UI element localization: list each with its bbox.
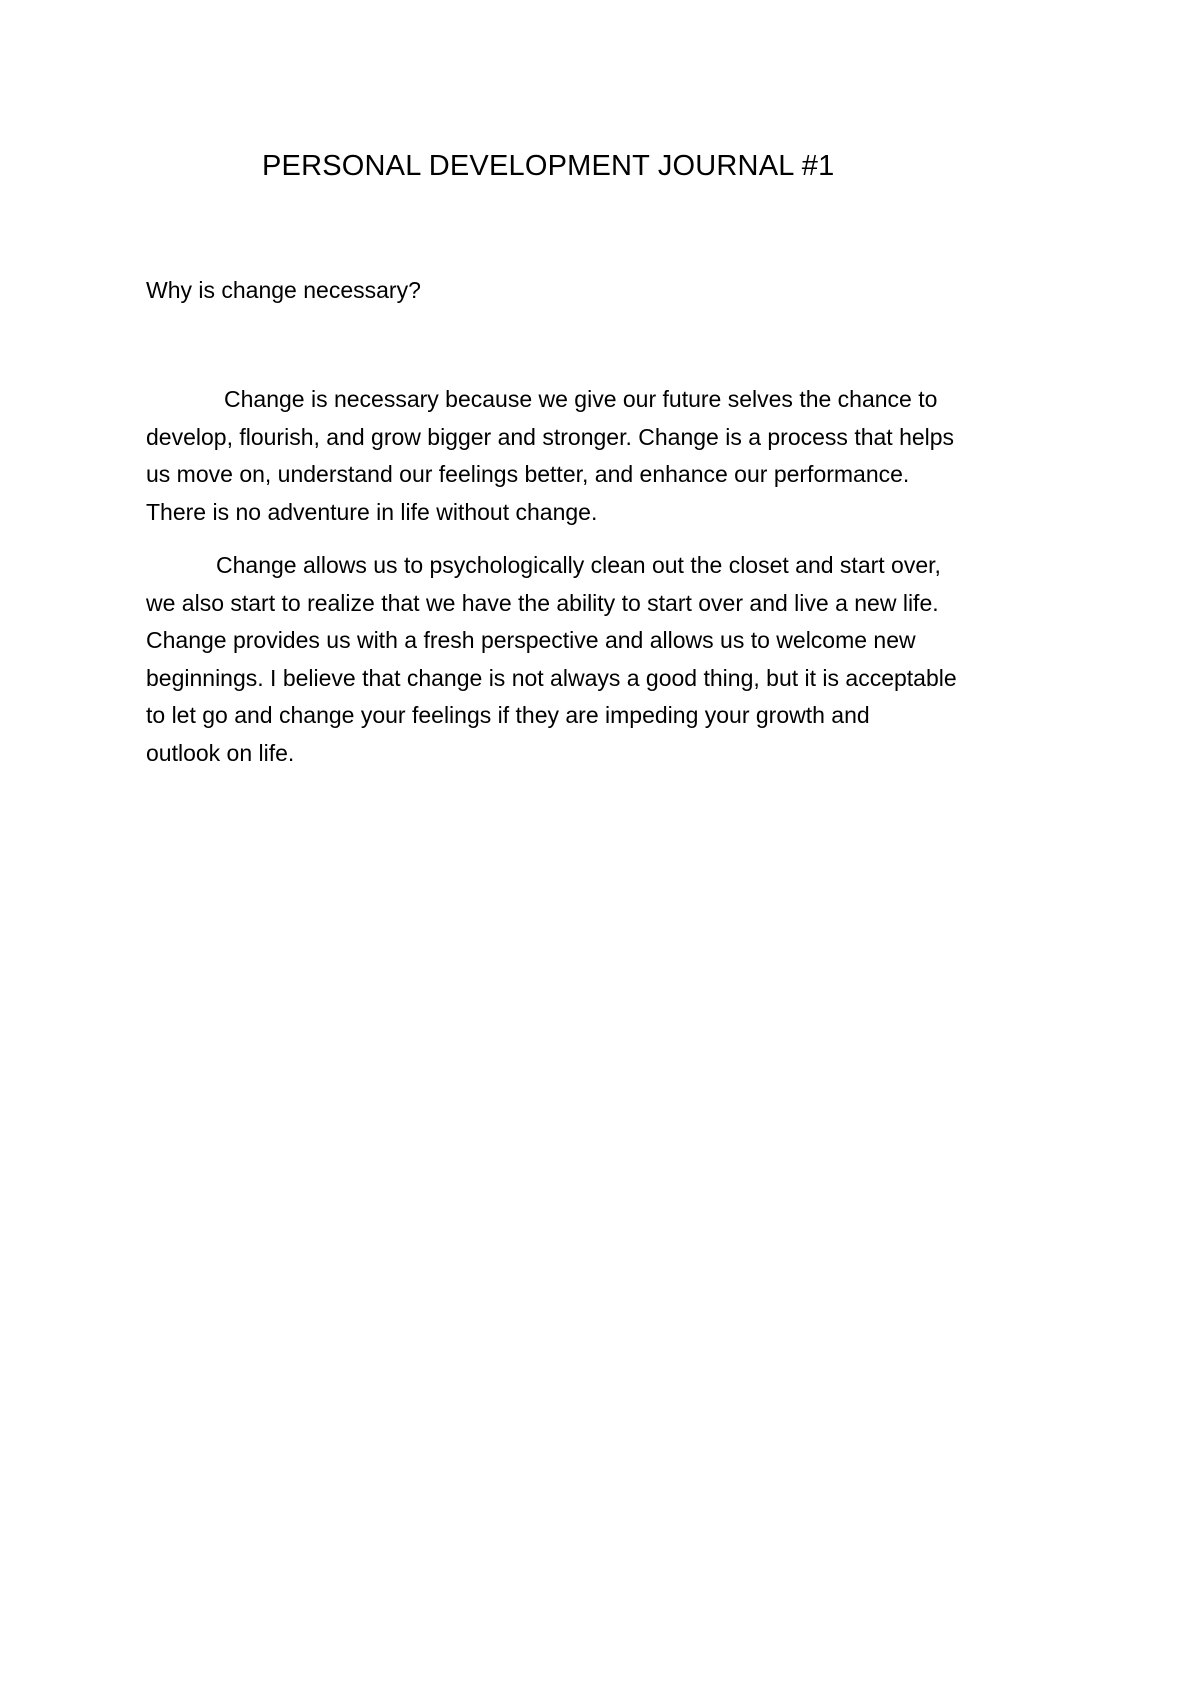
paragraph-line: Change is necessary because we give our future selves the chance to — [224, 386, 938, 412]
paragraph-line: Change allows us to psychologically clean out the closet and start over, — [216, 552, 941, 578]
paragraph-line: Change provides us with a fresh perspective and allows us to welcome new — [146, 627, 916, 653]
paragraph-line: There is no adventure in life without change. — [146, 498, 598, 525]
paragraph-line: to let go and change your feelings if they are impeding your growth and — [146, 702, 870, 728]
journal-question: Why is change necessary? — [146, 277, 421, 303]
paragraph-line: we also start to realize that we have the ability to start over and live a new life. — [146, 589, 939, 616]
paragraph-line: beginnings. I believe that change is not always a good thing, but it is acceptable — [146, 664, 957, 691]
page-title: PERSONAL DEVELOPMENT JOURNAL #1 — [262, 150, 835, 182]
body-paragraph-1 — [146, 381, 1076, 531]
paragraph-line: outlook on life. — [146, 739, 295, 766]
paragraph-line: us move on, understand our feelings better, and enhance our performance. — [146, 461, 910, 487]
body-paragraph-2 — [146, 547, 1076, 772]
paragraph-line: develop, flourish, and grow bigger and stronger. Change is a process that helps — [146, 423, 955, 450]
